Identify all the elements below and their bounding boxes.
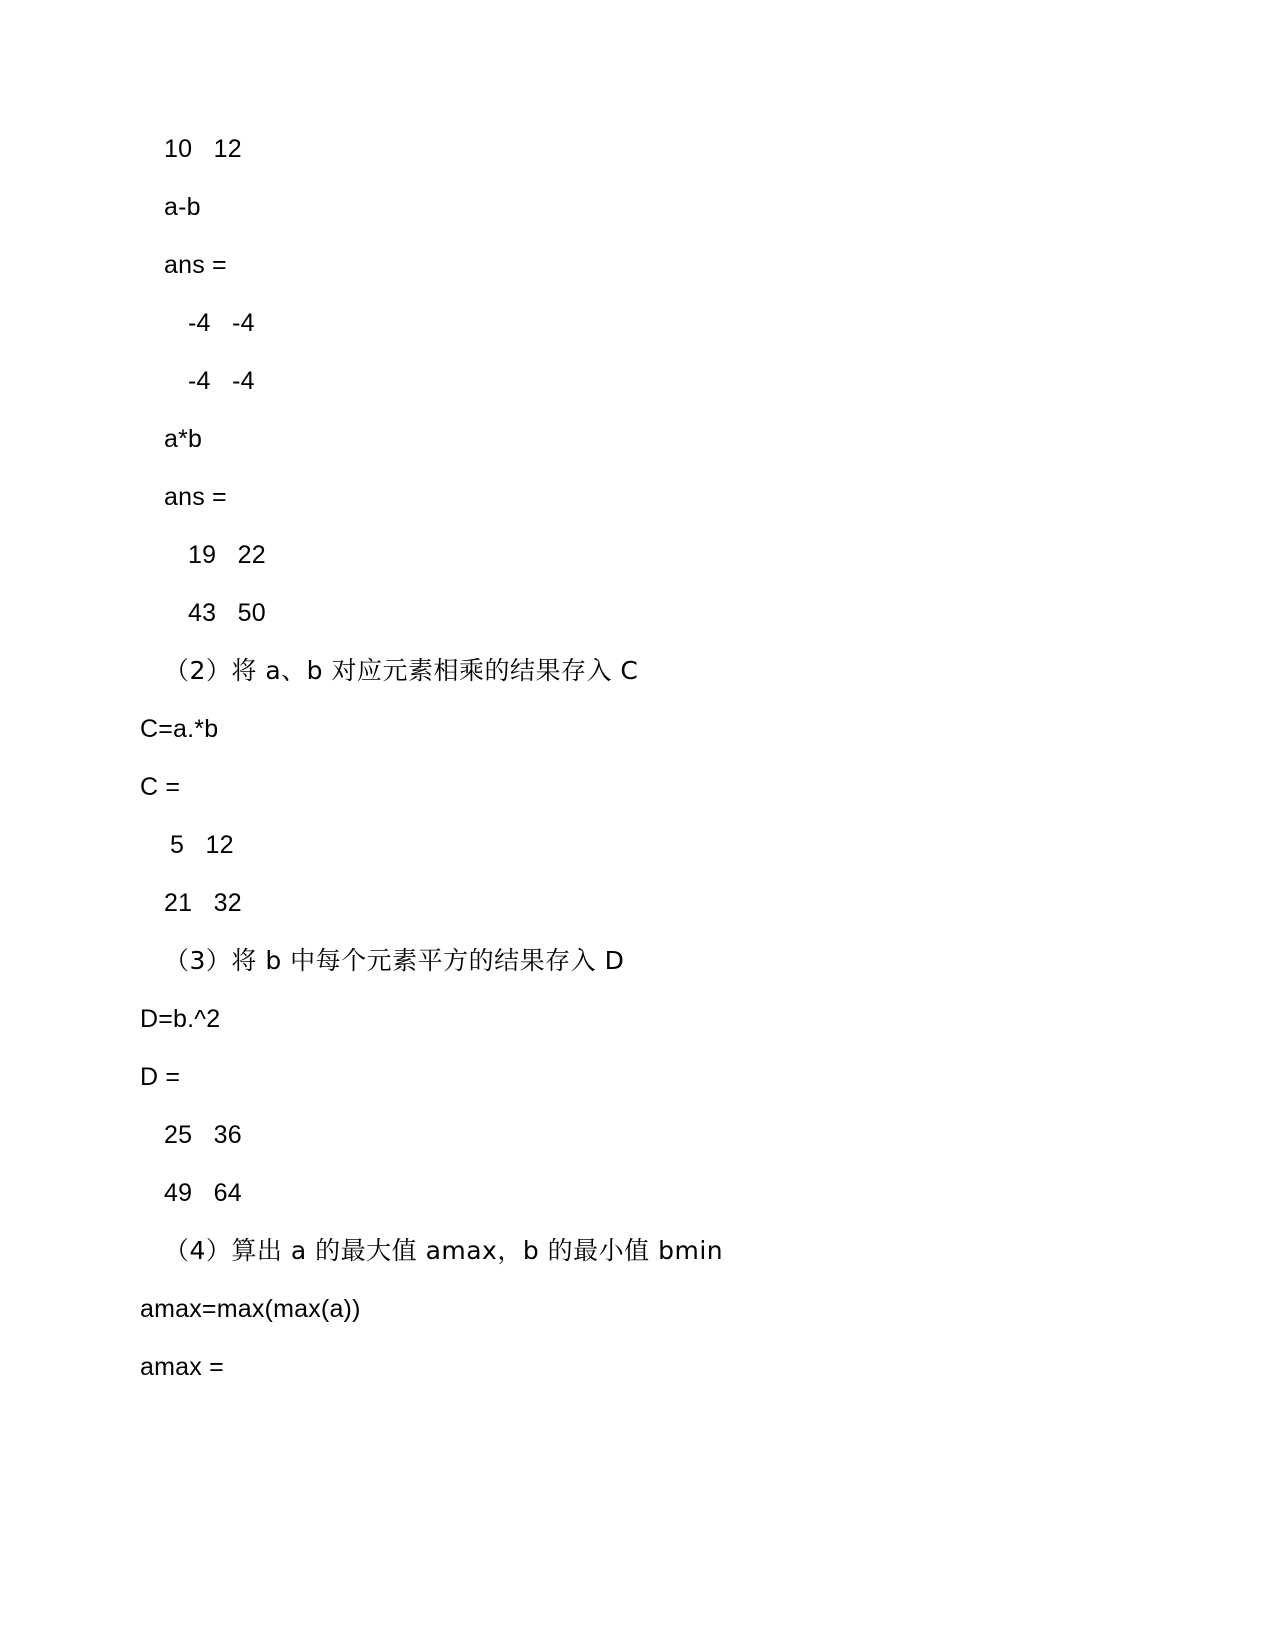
document-line: -4 -4 bbox=[188, 309, 255, 337]
document-line: ans = bbox=[164, 483, 227, 511]
document-line: 49 64 bbox=[164, 1179, 242, 1207]
document-line: amax = bbox=[140, 1353, 224, 1381]
document-line: 21 32 bbox=[164, 889, 242, 917]
document-line: 25 36 bbox=[164, 1121, 242, 1149]
document-line: D=b.^2 bbox=[140, 1005, 221, 1033]
document-line: amax=max(max(a)) bbox=[140, 1295, 361, 1323]
document-line: C = bbox=[140, 773, 181, 801]
document-line: a-b bbox=[164, 193, 201, 221]
document-line: （4）算出 a 的最大值 amax，b 的最小值 bmin bbox=[164, 1236, 724, 1265]
document-line: 10 12 bbox=[164, 135, 242, 163]
document-line: D = bbox=[140, 1063, 181, 1091]
document-line: a*b bbox=[164, 425, 203, 453]
document-line: 19 22 bbox=[188, 541, 266, 569]
document-line: C=a.*b bbox=[140, 715, 219, 743]
document-line: ans = bbox=[164, 251, 227, 279]
document-line: 43 50 bbox=[188, 599, 266, 627]
document-line: -4 -4 bbox=[188, 367, 255, 395]
document-line: 5 12 bbox=[170, 831, 234, 859]
document-line: （3）将 b 中每个元素平方的结果存入 D bbox=[164, 946, 625, 975]
document-line: （2）将 a、b 对应元素相乘的结果存入 C bbox=[164, 656, 639, 685]
document-body bbox=[140, 120, 1140, 1396]
